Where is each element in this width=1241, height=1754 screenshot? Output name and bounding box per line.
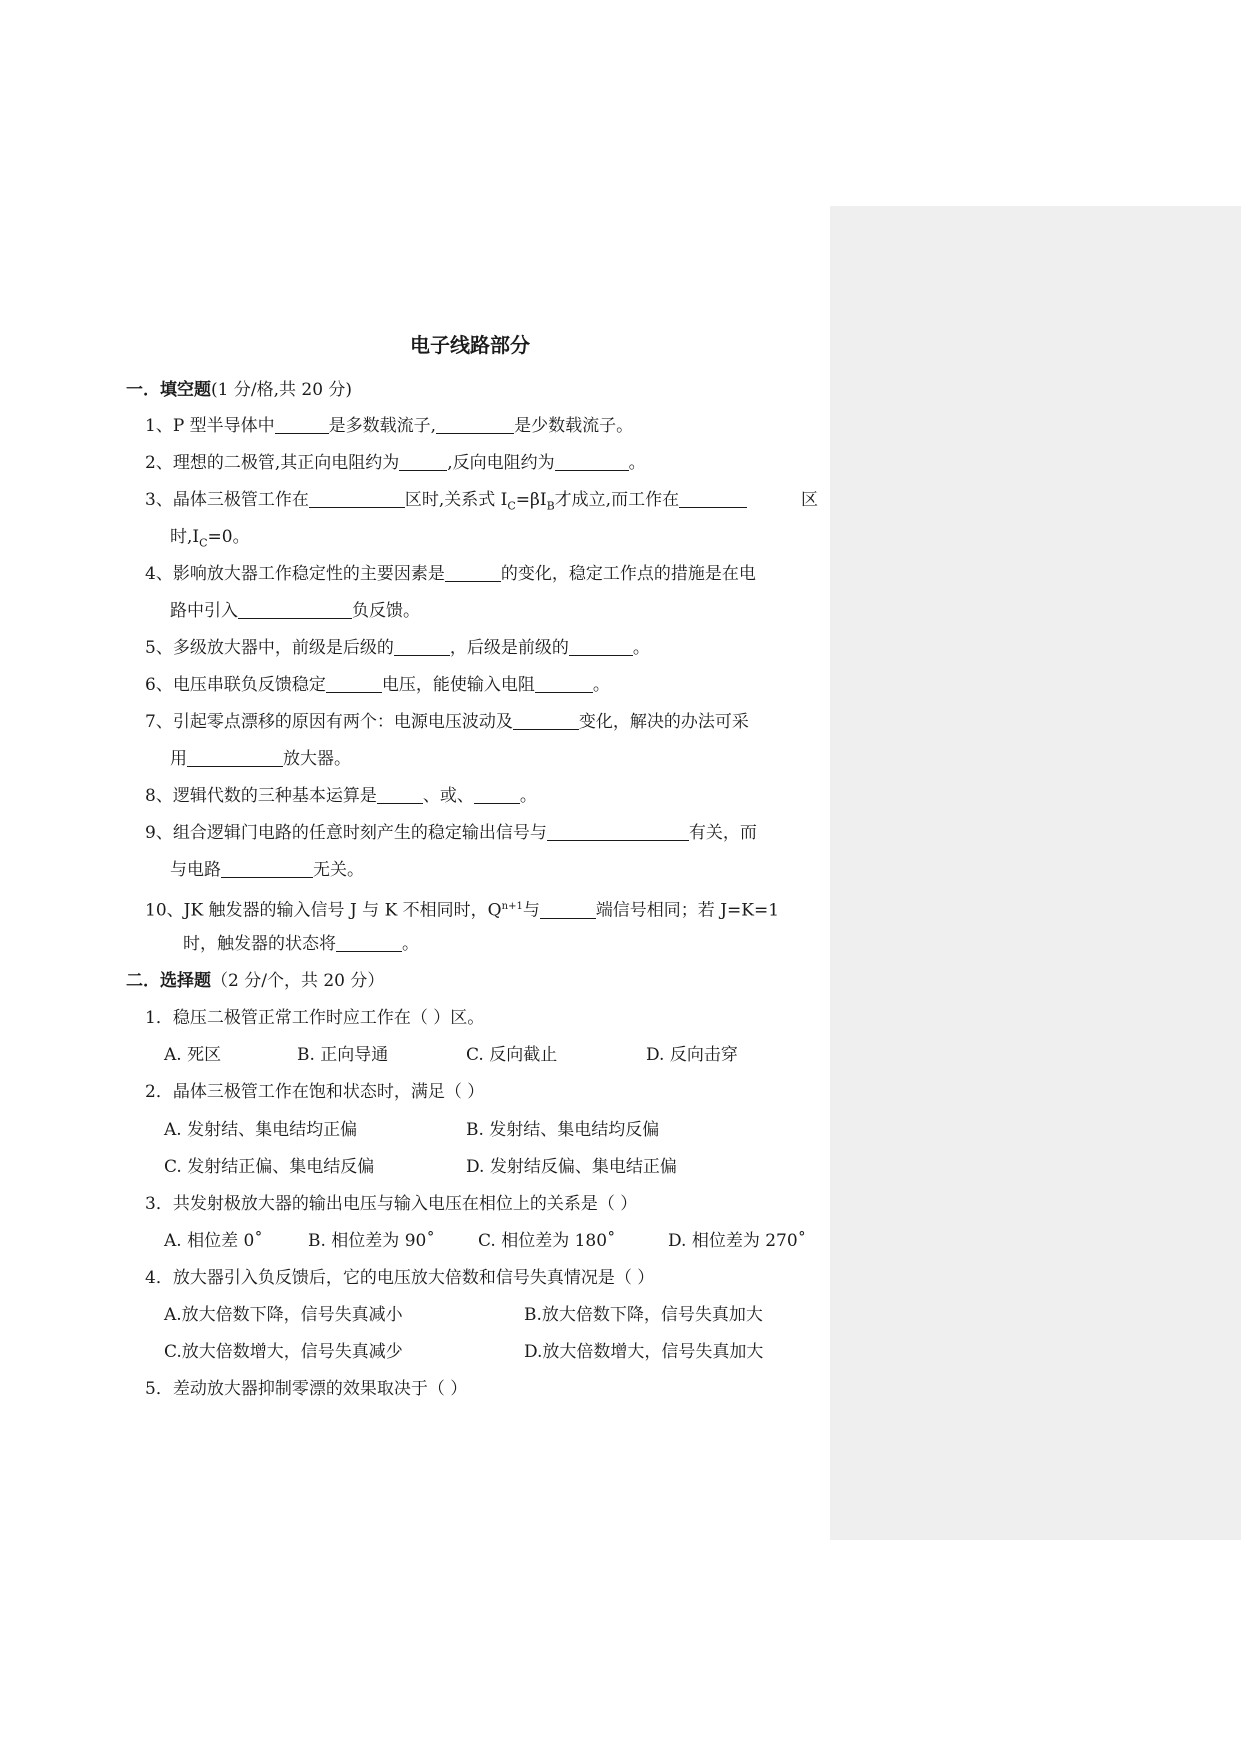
choice-option-d[interactable]: D. 发射结反偏、集电结正偏 [466,1157,677,1177]
choice-option-d[interactable]: D.放大倍数增大，信号失真加大 [524,1342,764,1362]
section2-title: 二．选择题 [126,971,211,991]
answer-blank[interactable] [221,857,313,878]
section1-score: (1 分/格,共 20 分) [211,380,353,400]
fill-question-3: 3、晶体三极管工作在 区时,关系式 $I_C=\beta I_B$才成立,而工作在 [145,486,747,514]
choice-question-4: 4．放大器引入负反馈后，它的电压放大倍数和信号失真情况是（ ） [145,1268,655,1288]
answer-blank[interactable] [309,487,405,508]
section2-heading [126,967,384,995]
comment-pane [830,206,1241,1540]
fill-question-10: 10、JK 触发器的输入信号 J 与 K 不相同时，$Q^{n+1}$与 端信号相同；若 J=K=1 [145,893,779,921]
choice-option-a[interactable]: A. 死区 [164,1045,222,1065]
answer-blank[interactable] [377,783,423,804]
fill-question-9-cont: 与电路 无关。 [170,856,364,884]
choice-option-b[interactable]: B.放大倍数下降，信号失真加大 [524,1305,763,1325]
choice-option-d[interactable]: D. 反向击穿 [646,1045,738,1065]
choice-question-2: 2．晶体三极管工作在饱和状态时，满足（ ） [145,1082,485,1102]
choice-option-a[interactable]: A.放大倍数下降，信号失真减小 [164,1305,403,1325]
fill-question-4: 4、影响放大器工作稳定性的主要因素是 的变化，稳定工作点的措施是在电 [145,560,756,588]
choice-option-c[interactable]: C. 反向截止 [466,1045,558,1065]
choice-option-b[interactable]: B. 发射结、集电结均反偏 [466,1120,660,1140]
fill-question-4-cont: 路中引入 负反馈。 [170,597,420,625]
section1-heading [126,376,352,404]
answer-blank[interactable] [535,672,593,693]
choice-option-d[interactable]: D. 相位差为 270˚ [668,1231,807,1251]
answer-blank[interactable] [679,487,747,508]
fill-question-3-cont: 时$,I_C=0$。 [170,527,250,550]
choice-option-c[interactable]: C.放大倍数增大，信号失真减少 [164,1342,403,1362]
choice-option-c[interactable]: C. 相位差为 180˚ [478,1231,616,1251]
choice-question-1: 1．稳压二极管正常工作时应工作在（ ）区。 [145,1008,485,1028]
fill-question-1: 1、P 型半导体中 是多数载流子, 是少数载流子。 [145,412,633,440]
answer-blank[interactable] [326,672,382,693]
answer-blank[interactable] [187,746,283,767]
answer-blank[interactable] [436,413,514,434]
fill-question-6: 6、电压串联负反馈稳定 电压，能使输入电阻 。 [145,671,610,699]
answer-blank[interactable] [399,450,447,471]
answer-blank[interactable] [474,783,520,804]
answer-blank[interactable] [540,898,596,919]
choice-option-a[interactable]: A. 相位差 0˚ [164,1231,263,1251]
section2-score: （2 分/个，共 20 分） [211,971,385,991]
answer-blank[interactable] [569,635,633,656]
choice-question-3: 3．共发射极放大器的输出电压与输入电压在相位上的关系是（ ） [145,1194,638,1214]
answer-blank[interactable] [238,598,352,619]
answer-blank[interactable] [445,561,501,582]
fill-question-10-cont: 时，触发器的状态将 。 [183,930,419,958]
choice-option-b[interactable]: B. 相位差为 90˚ [308,1231,435,1251]
choice-option-c[interactable]: C. 发射结正偏、集电结反偏 [164,1157,375,1177]
fill-question-7-cont: 用 放大器。 [170,745,351,773]
page-title: 电子线路部分 [410,333,530,357]
section1-title: 一．填空题 [126,380,211,400]
answer-blank[interactable] [547,820,689,841]
fill-question-7: 7、引起零点漂移的原因有两个：电源电压波动及 变化，解决的办法可采 [145,708,749,736]
answer-blank[interactable] [513,709,579,730]
choice-question-5: 5．差动放大器抑制零漂的效果取决于（ ） [145,1379,468,1399]
answer-blank[interactable] [394,635,450,656]
fill-question-9: 9、组合逻辑门电路的任意时刻产生的稳定输出信号与 有关，而 [145,819,757,847]
fill-question-5: 5、多级放大器中，前级是后级的 ，后级是前级的 。 [145,634,650,662]
answer-blank[interactable] [275,413,329,434]
answer-blank[interactable] [336,931,402,952]
fill-question-8: 8、逻辑代数的三种基本运算是 、或、 。 [145,782,537,810]
choice-option-b[interactable]: B. 正向导通 [297,1045,389,1065]
answer-blank[interactable] [555,450,629,471]
q3-zone-label: 区 [801,490,818,510]
choice-option-a[interactable]: A. 发射结、集电结均正偏 [164,1120,358,1140]
fill-question-2: 2、理想的二极管,其正向电阻约为 ,反向电阻约为 。 [145,449,646,477]
